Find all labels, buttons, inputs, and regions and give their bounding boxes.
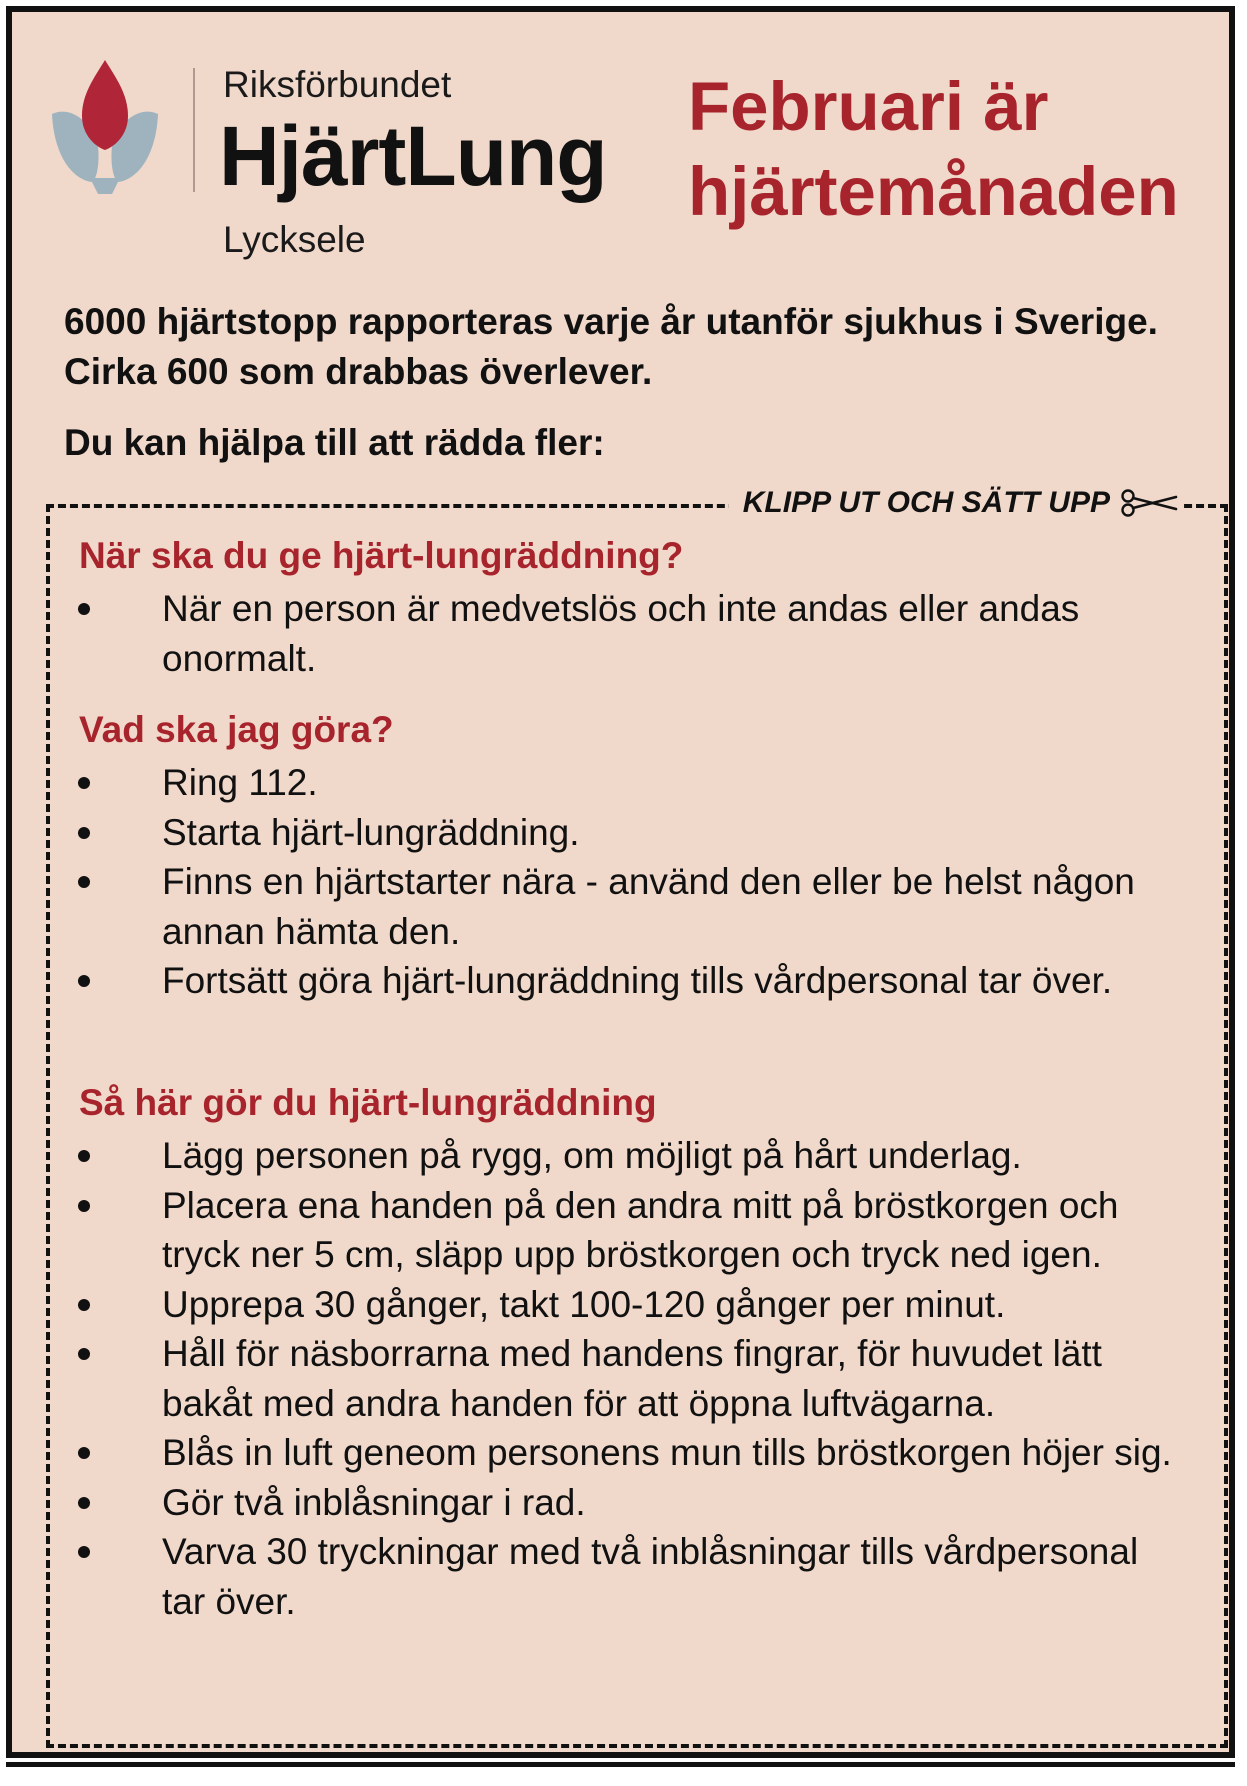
list-when: [50, 584, 1190, 683]
headline-line-2: hjärtemånaden: [688, 153, 1179, 230]
bullet-dot-icon: [78, 1546, 90, 1558]
list-item: Starta hjärt-lungräddning.: [50, 808, 1190, 858]
list-item: Blås in luft geneom personens mun tills bröstkorgen höjer sig.: [50, 1428, 1190, 1478]
call-to-action: Du kan hjälpa till att rädda fler:: [64, 422, 605, 463]
org-place: Lycksele: [223, 219, 366, 260]
list-item: När en person är medvetslös och inte andas eller andas onormalt.: [50, 584, 1190, 683]
section-title-how: Så här gör du hjärt-lungräddning: [79, 1082, 657, 1123]
bullet-dot-icon: [78, 1299, 90, 1311]
section-title-what: Vad ska jag göra?: [79, 709, 394, 750]
list-how: [50, 1131, 1190, 1626]
list-item: Upprepa 30 gånger, takt 100-120 gånger per minut.: [50, 1280, 1190, 1330]
list-item: Fortsätt göra hjärt-lungräddning tills vårdpersonal tar över.: [50, 956, 1190, 1006]
bullet-dot-icon: [78, 603, 90, 615]
list-item: Gör två inblåsningar i rad.: [50, 1478, 1190, 1528]
scissors-icon: [1120, 488, 1178, 518]
bullet-dot-icon: [78, 1348, 90, 1360]
bullet-dot-icon: [78, 1497, 90, 1509]
headline-line-1: Februari är: [688, 68, 1049, 145]
bullet-dot-icon: [78, 827, 90, 839]
bullet-dot-icon: [78, 777, 90, 789]
bullet-dot-icon: [78, 1150, 90, 1162]
org-prefix: Riksförbundet: [223, 64, 452, 105]
tulip-logo-icon: [40, 54, 170, 199]
bottom-rule: [6, 1762, 1235, 1767]
logo-divider: [193, 68, 195, 192]
intro-text: 6000 hjärtstopp rapporteras varje år utanför sjukhus i Sverige. Cirka 600 som drabbas överlever.: [64, 301, 1158, 392]
list-item: Placera ena handen på den andra mitt på bröstkorgen och tryck ner 5 cm, släpp upp bröstkorgen och tryck ned igen.: [50, 1181, 1190, 1280]
list-item: Ring 112.: [50, 758, 1190, 808]
list-item: Lägg personen på rygg, om möjligt på hårt underlag.: [50, 1131, 1190, 1181]
list-item: Varva 30 tryckningar med två inblåsningar tills vårdpersonal tar över.: [50, 1527, 1190, 1626]
bullet-dot-icon: [78, 1447, 90, 1459]
bullet-dot-icon: [78, 876, 90, 888]
cut-label-text: KLIPP UT OCH SÄTT UPP: [742, 486, 1110, 519]
list-item: Håll för näsborrarna med handens fingrar, för huvudet lätt bakåt med andra handen för att öppna luftvägarna.: [50, 1329, 1190, 1428]
list-item: Finns en hjärtstarter nära - använd den eller be helst någon annan hämta den.: [50, 857, 1190, 956]
cutout-box: [46, 486, 1228, 1748]
poster-card: [6, 6, 1235, 1758]
bullet-dot-icon: [78, 975, 90, 987]
list-what: [50, 758, 1190, 1006]
org-name: HjärtLung: [219, 109, 607, 203]
bullet-dot-icon: [78, 1200, 90, 1212]
section-title-when: När ska du ge hjärt-lungräddning?: [79, 535, 684, 576]
headline: [688, 64, 1179, 234]
cut-label: [729, 486, 1182, 520]
